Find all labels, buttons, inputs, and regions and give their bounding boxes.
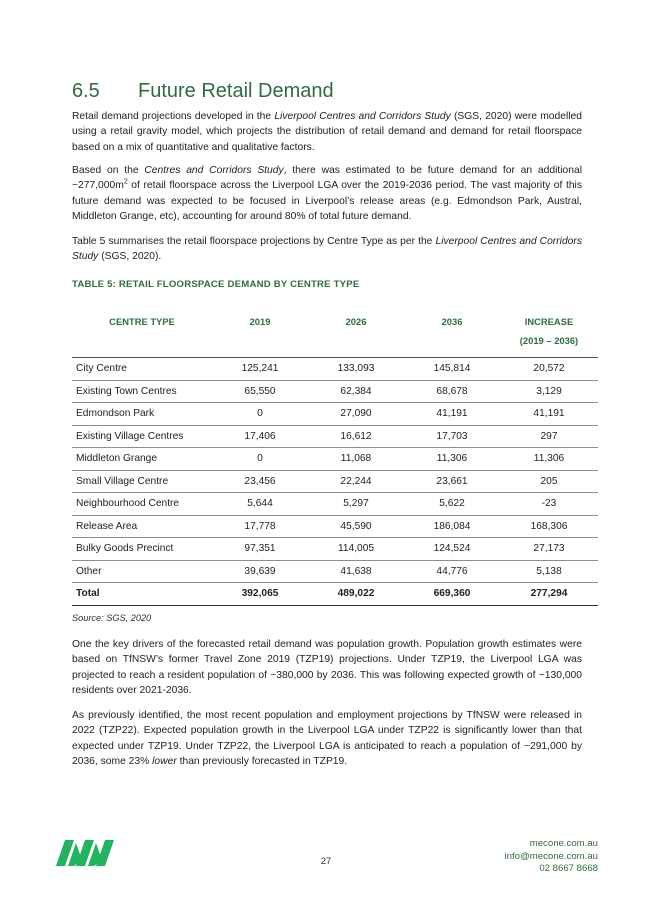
cell-2019: 65,550 bbox=[212, 380, 308, 403]
cell-2026: 45,590 bbox=[308, 515, 404, 538]
cell-centre-type: Existing Village Centres bbox=[72, 425, 212, 448]
cell-2036: 68,678 bbox=[404, 380, 500, 403]
cell-total-2019: 392,065 bbox=[212, 583, 308, 606]
cell-2026: 62,384 bbox=[308, 380, 404, 403]
header-increase bbox=[500, 312, 598, 358]
cell-2019: 97,351 bbox=[212, 538, 308, 561]
table-source: Source: SGS, 2020 bbox=[72, 613, 152, 623]
section-heading bbox=[72, 80, 334, 103]
cell-total-2026: 489,022 bbox=[308, 583, 404, 606]
paragraph-demand-estimate bbox=[72, 163, 582, 225]
cell-2036: 17,703 bbox=[404, 425, 500, 448]
cell-centre-type: Edmondson Park bbox=[72, 403, 212, 426]
text-run: Retail demand projections developed in the bbox=[72, 111, 275, 122]
cell-2019: 17,778 bbox=[212, 515, 308, 538]
table-row bbox=[72, 448, 598, 471]
cell-increase: 205 bbox=[500, 470, 598, 493]
cell-2026: 114,005 bbox=[308, 538, 404, 561]
cell-2026: 27,090 bbox=[308, 403, 404, 426]
table-row bbox=[72, 493, 598, 516]
table-row bbox=[72, 403, 598, 426]
cell-total-increase: 277,294 bbox=[500, 583, 598, 606]
section-title: Future Retail Demand bbox=[138, 80, 334, 102]
cell-increase: 5,138 bbox=[500, 560, 598, 583]
cell-2019: 125,241 bbox=[212, 358, 308, 381]
cell-increase: 168,306 bbox=[500, 515, 598, 538]
text-run: As previously identified, the most recent population and employment projections by TfNSW were released in 2022 (TZP22). Expected population growth in the Liverpool LGA under TZP22 is significantly lower than that expected under TZP19. Under TZP22, the Liverpool LGA is anticipated to reach a population of ~291,000 by 2036, some 23% bbox=[72, 710, 582, 768]
cell-centre-type: Other bbox=[72, 560, 212, 583]
paragraph-intro bbox=[72, 109, 582, 155]
header-increase-range: (2019 – 2036) bbox=[519, 335, 579, 346]
cell-2019: 39,639 bbox=[212, 560, 308, 583]
header-2026: 2026 bbox=[308, 312, 404, 358]
cell-2036: 11,306 bbox=[404, 448, 500, 471]
cell-2036: 44,776 bbox=[404, 560, 500, 583]
table-row bbox=[72, 470, 598, 493]
header-increase-label: INCREASE bbox=[524, 316, 574, 327]
cell-increase: -23 bbox=[500, 493, 598, 516]
cell-centre-type: Small Village Centre bbox=[72, 470, 212, 493]
cell-2036: 5,622 bbox=[404, 493, 500, 516]
section-number: 6.5 bbox=[72, 80, 100, 102]
cell-total-2036: 669,360 bbox=[404, 583, 500, 606]
cell-2026: 11,068 bbox=[308, 448, 404, 471]
cell-increase: 27,173 bbox=[500, 538, 598, 561]
cell-2036: 145,814 bbox=[404, 358, 500, 381]
cell-2026: 16,612 bbox=[308, 425, 404, 448]
cell-centre-type: Bulky Goods Precinct bbox=[72, 538, 212, 561]
mecone-logo-icon bbox=[56, 838, 114, 866]
cell-2026: 22,244 bbox=[308, 470, 404, 493]
cell-centre-type: Neighbourhood Centre bbox=[72, 493, 212, 516]
cell-increase: 41,191 bbox=[500, 403, 598, 426]
footer-phone: 02 8667 8668 bbox=[539, 863, 598, 874]
cell-centre-type: Middleton Grange bbox=[72, 448, 212, 471]
table-row bbox=[72, 515, 598, 538]
footer-website[interactable]: mecone.com.au bbox=[529, 838, 598, 849]
text-run: (SGS, 2020). bbox=[98, 251, 162, 263]
text-run: Table 5 summarises the retail floorspace projections by Centre Type as per the bbox=[72, 236, 436, 247]
cell-2036: 23,661 bbox=[404, 470, 500, 493]
text-run: than previously forecasted in TZP19. bbox=[176, 756, 348, 768]
study-title: Centres and Corridors Study bbox=[144, 165, 284, 176]
emphasis: lower bbox=[152, 756, 177, 768]
cell-total-label: Total bbox=[72, 583, 212, 606]
paragraph-population-drivers: One the key drivers of the forecasted retail demand was population growth. Population growth estimates were based on TfNSW’s former Travel Zone 2019 (TZP19) projections. Under TZP19, the Liverpool LGA was projected to reach a resident population of ~380,000 by 2036. This was following expected growth of ~130,000 residents over 2021-2036. bbox=[72, 639, 582, 697]
cell-2026: 41,638 bbox=[308, 560, 404, 583]
header-2019: 2019 bbox=[212, 312, 308, 358]
footer-email[interactable]: info@mecone.com.au bbox=[504, 850, 598, 862]
footer-contact bbox=[505, 838, 598, 876]
table-total-row bbox=[72, 583, 598, 606]
cell-2036: 186,084 bbox=[404, 515, 500, 538]
page-number: 27 bbox=[320, 856, 332, 867]
cell-increase: 3,129 bbox=[500, 380, 598, 403]
header-centre-type: CENTRE TYPE bbox=[72, 312, 212, 358]
table-row bbox=[72, 425, 598, 448]
cell-2019: 5,644 bbox=[212, 493, 308, 516]
cell-2036: 124,524 bbox=[404, 538, 500, 561]
study-title: Liverpool Centres and Corridors Study bbox=[274, 111, 451, 122]
cell-2026: 5,297 bbox=[308, 493, 404, 516]
cell-centre-type: Existing Town Centres bbox=[72, 380, 212, 403]
header-2036: 2036 bbox=[404, 312, 500, 358]
cell-increase: 297 bbox=[500, 425, 598, 448]
cell-centre-type: Release Area bbox=[72, 515, 212, 538]
cell-2019: 17,406 bbox=[212, 425, 308, 448]
retail-floorspace-table bbox=[72, 312, 598, 606]
table-row bbox=[72, 560, 598, 583]
table-row bbox=[72, 358, 598, 381]
superscript: 2 bbox=[123, 178, 128, 186]
table-header-row bbox=[72, 312, 598, 358]
cell-2019: 0 bbox=[212, 403, 308, 426]
cell-centre-type: City Centre bbox=[72, 358, 212, 381]
table-title: TABLE 5: RETAIL FLOORSPACE DEMAND BY CENTRE TYPE bbox=[72, 279, 360, 290]
text-run: (SGS, 2020) were modelled using a retail gravity model, which projects the distribution of retail demand and demand for retail floorspace based on a mix of quantitative and qualitative factors. bbox=[72, 111, 582, 153]
paragraph-updated-projections bbox=[72, 708, 582, 770]
paragraph-table-summary bbox=[72, 234, 582, 265]
cell-increase: 20,572 bbox=[500, 358, 598, 381]
cell-2036: 41,191 bbox=[404, 403, 500, 426]
table-row bbox=[72, 380, 598, 403]
text-run: of retail floorspace across the Liverpool LGA over the 2019-2036 period. The vast majority of this future demand was expected to be focused in Liverpool’s release areas (e.g. Edmondson Park, Austral, Middleton Grange, etc), accounting for around 80% of total future demand. bbox=[72, 180, 582, 223]
cell-2026: 133,093 bbox=[308, 358, 404, 381]
logo-shapes bbox=[56, 840, 114, 866]
cell-2019: 0 bbox=[212, 448, 308, 471]
cell-2019: 23,456 bbox=[212, 470, 308, 493]
text-run: Based on the bbox=[72, 165, 145, 176]
study-title: Liverpool Centres and Corridors Study bbox=[72, 236, 582, 263]
cell-increase: 11,306 bbox=[500, 448, 598, 471]
text-run: , there was estimated to be future demand for an additional ~277,000m bbox=[72, 165, 583, 192]
table-row bbox=[72, 538, 598, 561]
